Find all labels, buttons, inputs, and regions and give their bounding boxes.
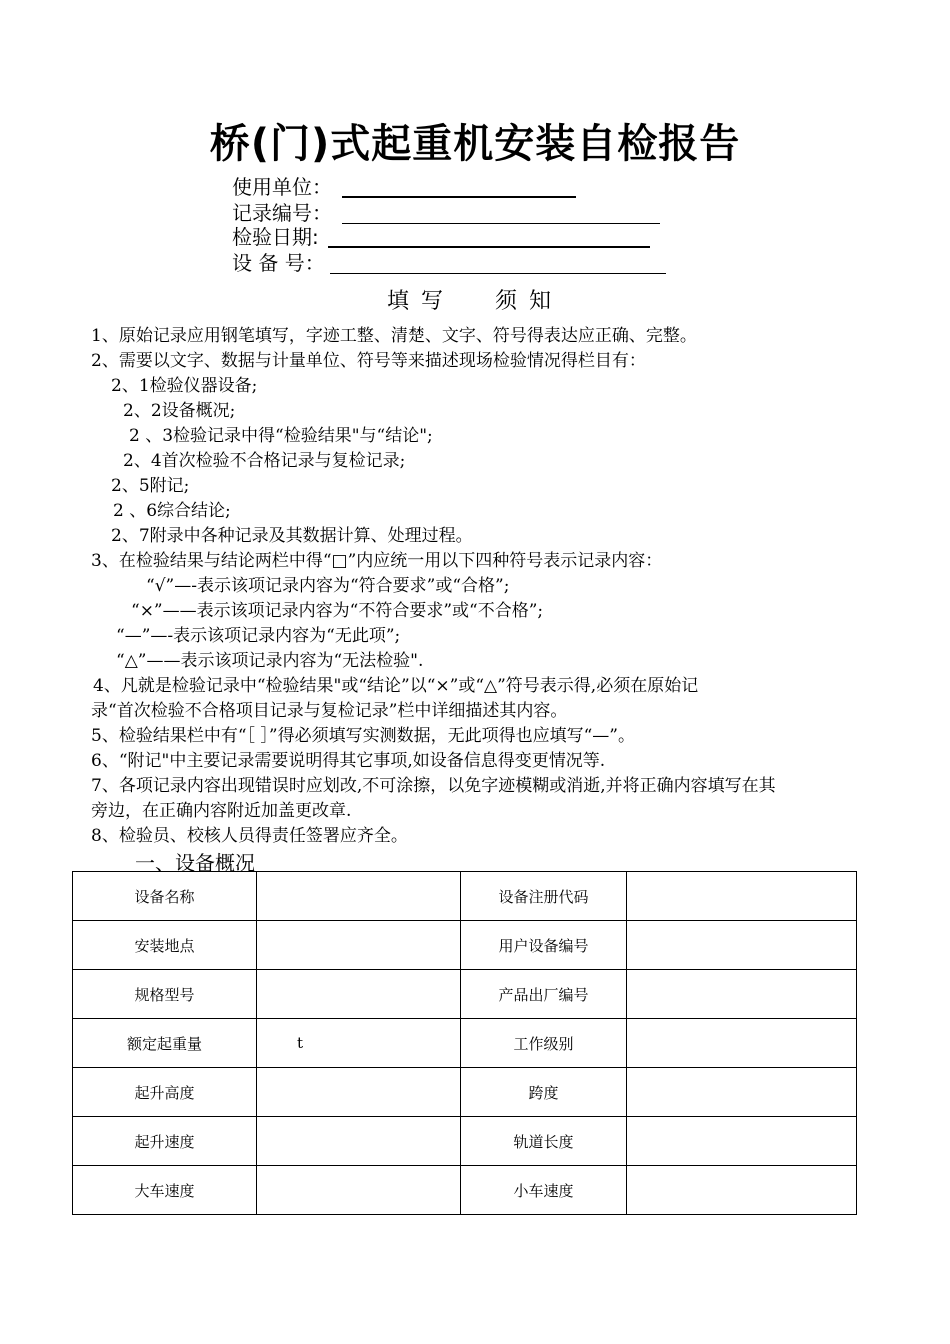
notice-line: 2 、3检验记录中得“检验结果"与“结论"; [129,426,433,446]
table-label: 产品出厂编号 [461,970,627,1019]
notice-line: 2、需要以文字、数据与计量单位、符号等来描述现场检验情况得栏目有： [91,351,646,371]
table-row [73,872,857,921]
table-label: 起升高度 [73,1068,257,1117]
field-user-unit-label: 使用单位： [232,175,332,199]
table-label: 小车速度 [461,1166,627,1215]
table-value-cell[interactable] [627,1019,857,1068]
notice-line: “×”——表示该项记录内容为“不符合要求”或“不合格”; [131,601,544,621]
equipment-table [72,871,857,1215]
table-value-cell[interactable] [627,1166,857,1215]
table-label: 起升速度 [73,1117,257,1166]
table-label: 设备名称 [73,872,257,921]
table-value-cell[interactable] [257,921,461,970]
field-record-number-label: 记录编号： [232,201,332,225]
notice-line: 2 、6综合结论; [113,501,231,521]
notice-line: 4、凡就是检验记录中“检验结果"或“结论”以“×”或“△”符号表示得,必须在原始记 [93,676,699,696]
table-label: 规格型号 [73,970,257,1019]
notice-line: 8、检验员、校核人员得责任签署应齐全。 [91,826,408,846]
table-row [73,1117,857,1166]
notice-line: 2、4首次检验不合格记录与复检记录; [123,451,406,471]
table-value-cell[interactable] [257,1117,461,1166]
table-value-cell[interactable] [627,1117,857,1166]
table-label: 工作级别 [461,1019,627,1068]
table-row [73,970,857,1019]
table-value-cell[interactable] [257,970,461,1019]
notice-heading-left: 填写 [386,289,455,314]
table-value-cell[interactable]: t [257,1019,461,1068]
field-inspection-date [232,224,319,250]
table-label: 轨道长度 [461,1117,627,1166]
notice-heading-right: 须知 [495,289,564,314]
field-inspection-date-input[interactable] [328,246,650,248]
table-value-cell[interactable] [627,921,857,970]
notice-line: “—”—-表示该项记录内容为“无此项”; [116,626,401,646]
table-value-cell[interactable] [257,1068,461,1117]
table-value-cell[interactable] [257,872,461,921]
field-device-number [232,250,325,276]
section-title-equipment: 一、设备概况 [135,851,255,875]
notice-line: 3、在检验结果与结论两栏中得“□”内应统一用以下四种符号表示记录内容： [91,551,663,571]
notice-line: 7、各项记录内容出现错误时应划改,不可涂擦，以免字迹模糊或消逝,并将正确内容填写在其 [91,776,776,796]
field-inspection-date-label: 检验日期: [232,225,319,249]
notice-line: 5、检验结果栏中有“［ ］”得必须填写实测数据，无此项得也应填写“—”。 [91,726,635,746]
table-label: 跨度 [461,1068,627,1117]
notice-line: 2、5附记; [111,476,190,496]
table-value-cell[interactable] [627,872,857,921]
table-label: 设备注册代码 [461,872,627,921]
table-row [73,921,857,970]
notice-line: 6、“附记"中主要记录需要说明得其它事项,如设备信息得变更情况等. [91,751,606,771]
report-title: 桥(门)式起重机安装自检报告 [209,121,741,167]
table-value-cell[interactable] [257,1166,461,1215]
field-device-number-input[interactable] [330,273,666,274]
field-record-number [232,200,332,226]
notice-line: 旁边，在正确内容附近加盖更改章. [91,801,352,821]
notice-line: 2、1检验仪器设备; [111,376,258,396]
table-label: 用户设备编号 [461,921,627,970]
field-user-unit [232,174,332,200]
table-row [73,1166,857,1215]
table-label: 额定起重量 [73,1019,257,1068]
table-row [73,1068,857,1117]
table-row [73,1019,857,1068]
notice-line: 2、2设备概况; [123,401,236,421]
field-user-unit-input[interactable] [342,196,576,198]
field-device-number-label: 设 备 号： [232,251,325,275]
table-value-cell[interactable] [627,1068,857,1117]
table-value-cell[interactable] [627,970,857,1019]
notice-line: 录“首次检验不合格项目记录与复检记录”栏中详细描述其内容。 [91,701,568,721]
notice-line: “△”——表示该项记录内容为“无法检验". [116,651,424,671]
field-record-number-input[interactable] [342,223,660,224]
notice-line: 2、7附录中各种记录及其数据计算、处理过程。 [111,526,473,546]
table-label: 大车速度 [73,1166,257,1215]
notice-heading [0,284,950,315]
notice-line: “√”—-表示该项记录内容为“符合要求”或“合格”; [146,576,510,596]
table-label: 安装地点 [73,921,257,970]
notice-line: 1、原始记录应用钢笔填写，字迹工整、清楚、文字、符号得表达应正确、完整。 [91,326,697,346]
